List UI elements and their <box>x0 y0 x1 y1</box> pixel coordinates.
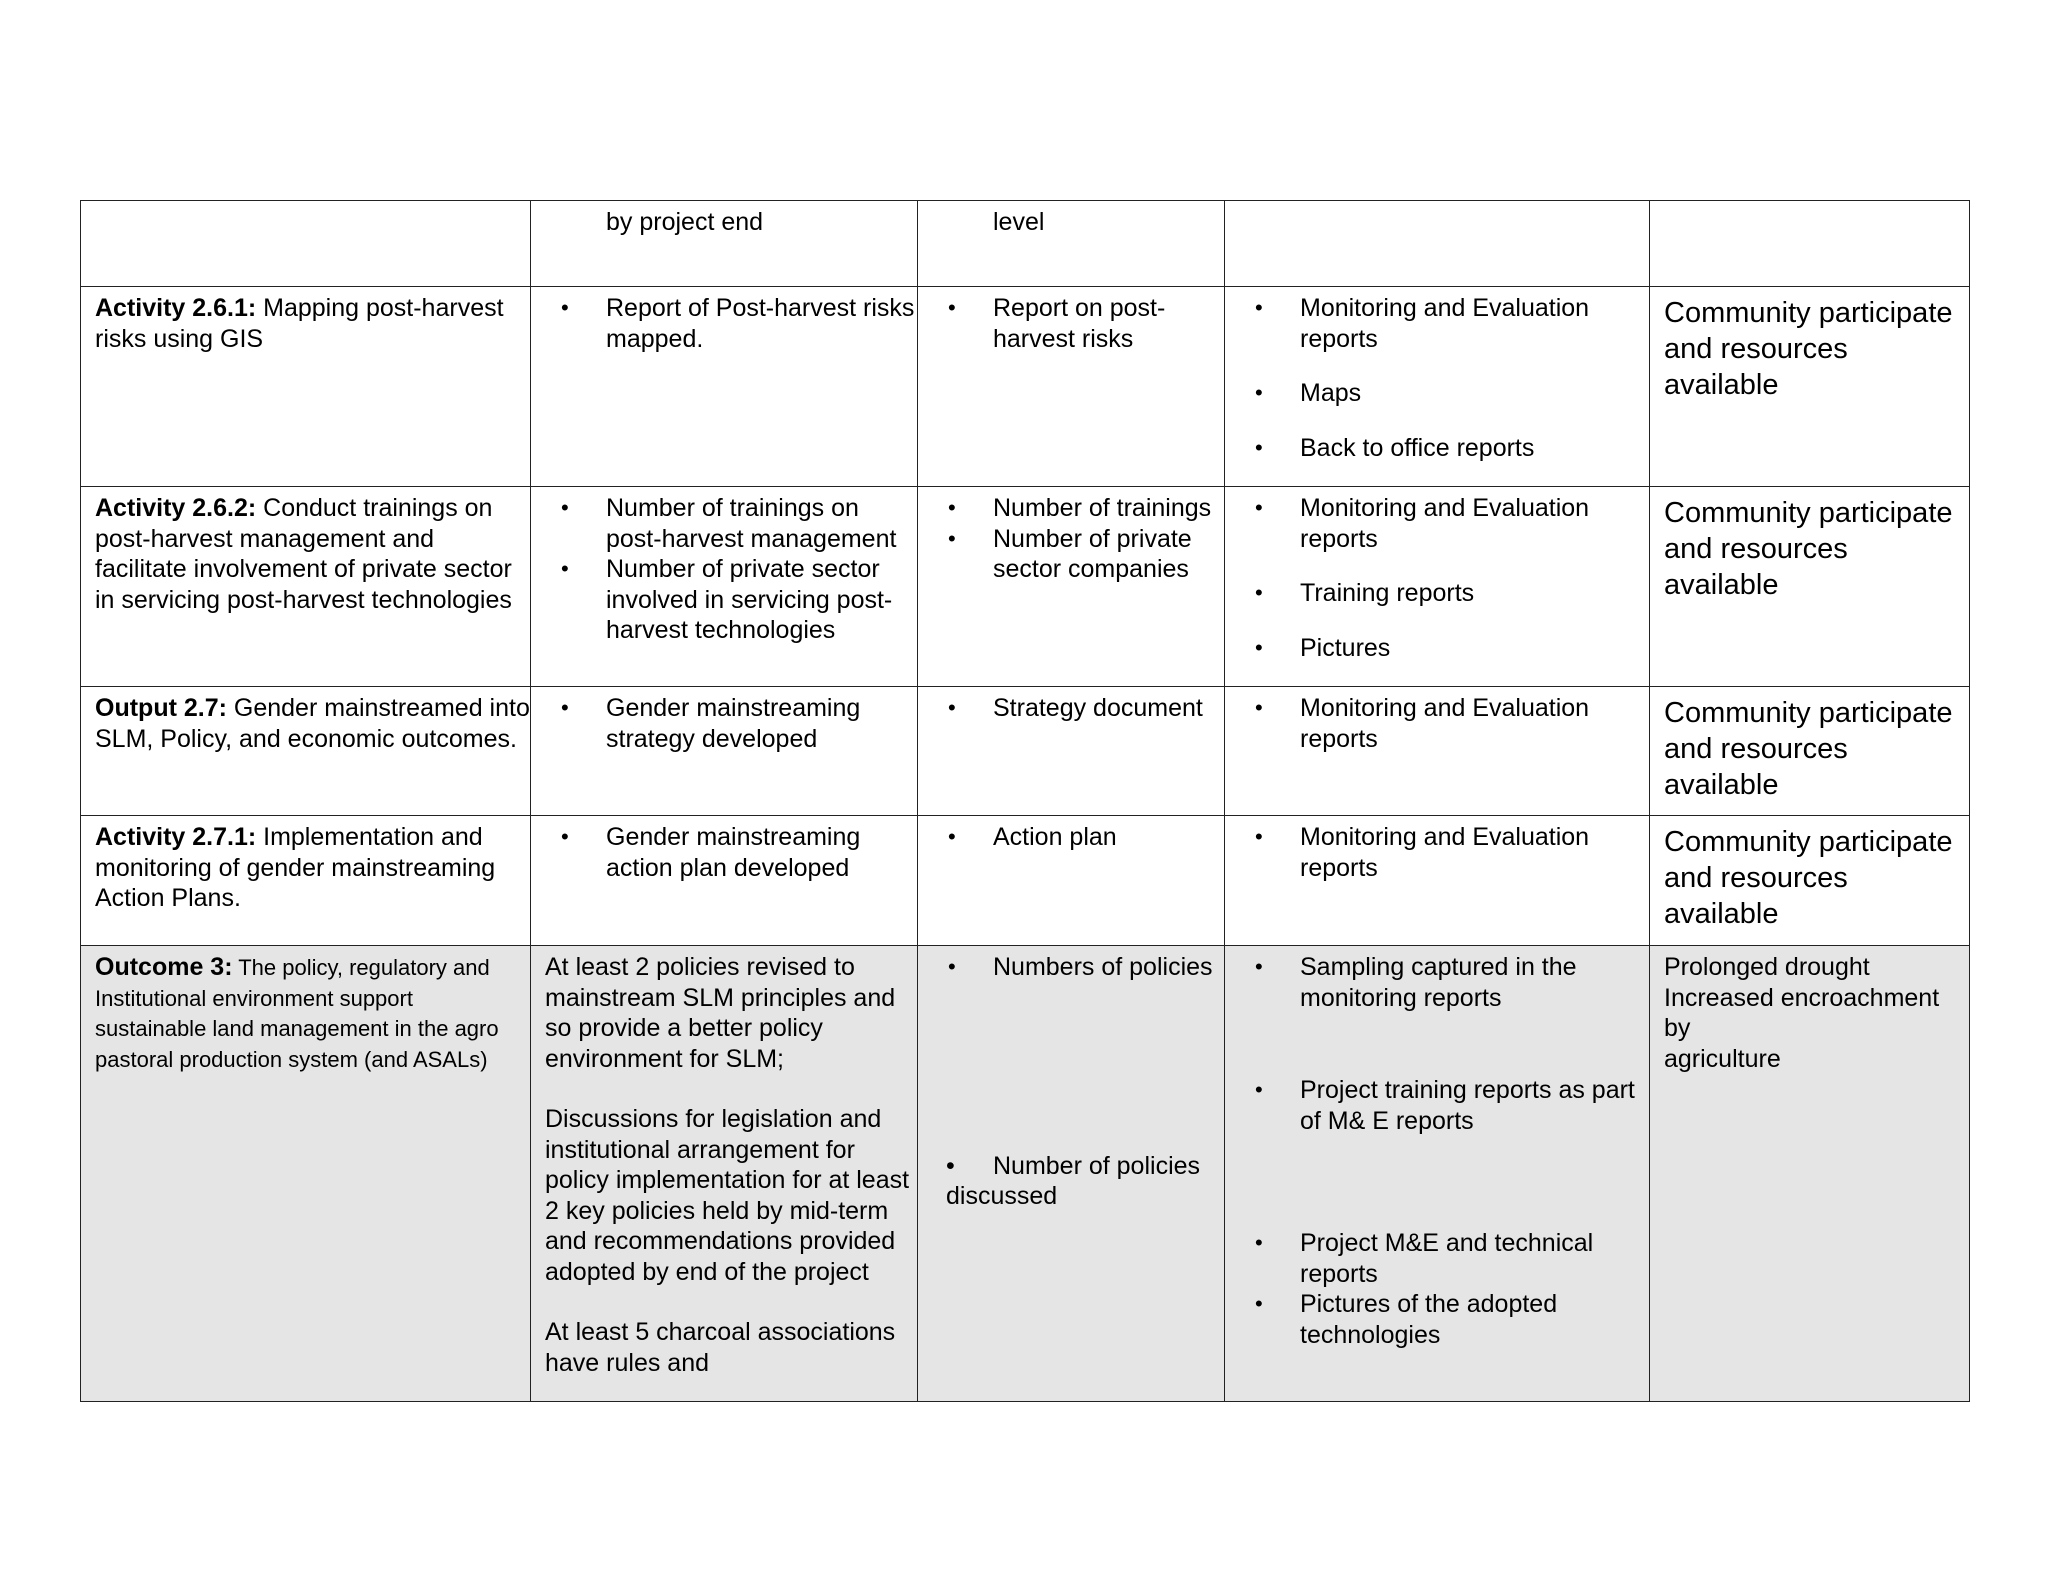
cell-verification <box>1225 687 1650 816</box>
cell-result <box>81 201 531 287</box>
cell-assumption <box>1650 287 1970 487</box>
list-item: • Monitoring and Evaluation reports <box>1239 493 1649 554</box>
assumption-line: Increased encroachment by <box>1664 983 1940 1042</box>
cell-result <box>81 816 531 946</box>
row-label: Activity 2.7.1: <box>95 823 257 851</box>
row-description: Implementation and monitoring of gender mainstreaming Action Plans. <box>95 823 496 912</box>
indicator-text: by project end <box>606 208 764 236</box>
cell-target <box>918 946 1225 1402</box>
list-item: • Number of policies discussed <box>946 1151 1201 1210</box>
cell-verification <box>1225 487 1650 687</box>
list-item: • Gender mainstreaming strategy developed <box>545 693 917 754</box>
table-row <box>81 946 1970 1402</box>
assumption-text: Community participate and resources available <box>1664 497 1953 601</box>
assumption-line: agriculture <box>1664 1044 1781 1073</box>
row-label: Activity 2.6.1: <box>95 294 257 322</box>
logframe-table <box>80 200 1970 1402</box>
row-description: Gender mainstreamed into SLM, Policy, and economic outcomes. <box>95 694 530 753</box>
assumption-text: Community participate and resources available <box>1664 697 1953 801</box>
list-item: • Monitoring and Evaluation reports <box>1239 693 1649 754</box>
cell-result <box>81 946 531 1402</box>
list-item: • Number of trainings on post-harvest management <box>545 493 917 554</box>
table-row <box>81 687 1970 816</box>
row-description: Mapping post-harvest risks using GIS <box>95 294 504 353</box>
cell-target <box>918 201 1225 287</box>
table-row <box>81 816 1970 946</box>
list-item: • Report on post-harvest risks <box>932 293 1224 354</box>
cell-indicator <box>531 287 918 487</box>
list-item: • Monitoring and Evaluation reports <box>1239 293 1649 354</box>
list-item: • Number of private sector companies <box>932 524 1224 585</box>
cell-target <box>918 816 1225 946</box>
list-item: • Project training reports as part of M& E reports <box>1239 1075 1649 1136</box>
cell-verification <box>1225 946 1650 1402</box>
cell-verification <box>1225 287 1650 487</box>
cell-indicator <box>531 946 918 1402</box>
list-item: • Action plan <box>932 822 1224 853</box>
cell-indicator <box>531 816 918 946</box>
table-row <box>81 487 1970 687</box>
row-description: The policy, regulatory and Institutional environment support sustainable land management in the agro pastoral production system (and ASALs) <box>95 955 499 1072</box>
cell-assumption <box>1650 201 1970 287</box>
list-item: • Pictures <box>1239 633 1649 664</box>
cell-assumption <box>1650 816 1970 946</box>
list-item: • Monitoring and Evaluation reports <box>1239 822 1649 883</box>
list-item: • Back to office reports <box>1239 433 1649 464</box>
row-label: Activity 2.6.2: <box>95 494 257 522</box>
indicator-paragraph: At least 2 policies revised to mainstream SLM principles and so provide a better policy environment for SLM; <box>545 953 896 1073</box>
assumption-line: Prolonged drought <box>1664 953 1870 981</box>
list-item: • Strategy document <box>932 693 1224 724</box>
list-item: • Gender mainstreaming action plan developed <box>545 822 917 883</box>
cell-verification <box>1225 816 1650 946</box>
indicator-paragraph: At least 5 charcoal associations have rules and <box>545 1318 896 1377</box>
cell-indicator <box>531 487 918 687</box>
cell-indicator <box>531 687 918 816</box>
list-item: • Number of trainings <box>932 493 1224 524</box>
cell-assumption <box>1650 946 1970 1402</box>
indicator-paragraph: Discussions for legislation and institutional arrangement for policy implementation for at least 2 key policies held by mid-term and recommendations provided adopted by end of the project <box>545 1105 910 1286</box>
cell-target <box>918 287 1225 487</box>
cell-verification <box>1225 201 1650 287</box>
list-item: • Maps <box>1239 378 1649 409</box>
target-text: level <box>993 208 1045 236</box>
list-item: • Project M&E and technical reports <box>1239 1228 1649 1289</box>
row-label: Outcome 3: <box>95 953 233 981</box>
cell-assumption <box>1650 687 1970 816</box>
cell-result <box>81 687 531 816</box>
list-item: • Training reports <box>1239 578 1649 609</box>
cell-target <box>918 687 1225 816</box>
target-text: Number of policies discussed <box>946 1151 1201 1210</box>
row-label: Output 2.7: <box>95 694 227 722</box>
cell-target <box>918 487 1225 687</box>
row-description: Conduct trainings on post-harvest management and facilitate involvement of private sector in servicing post-harvest technologies <box>95 494 512 614</box>
list-item: • Number of private sector involved in servicing post-harvest technologies <box>545 554 917 646</box>
assumption-text: Community participate and resources available <box>1664 826 1953 930</box>
table-row <box>81 201 1970 287</box>
cell-result <box>81 287 531 487</box>
assumption-text: Community participate and resources available <box>1664 297 1953 401</box>
list-item: • Pictures of the adopted technologies <box>1239 1289 1649 1350</box>
cell-indicator <box>531 201 918 287</box>
cell-assumption <box>1650 487 1970 687</box>
cell-result <box>81 487 531 687</box>
list-item: • Numbers of policies <box>932 952 1224 983</box>
list-item: • Sampling captured in the monitoring reports <box>1239 952 1649 1013</box>
table-row <box>81 287 1970 487</box>
list-item: • Report of Post-harvest risks mapped. <box>545 293 917 354</box>
